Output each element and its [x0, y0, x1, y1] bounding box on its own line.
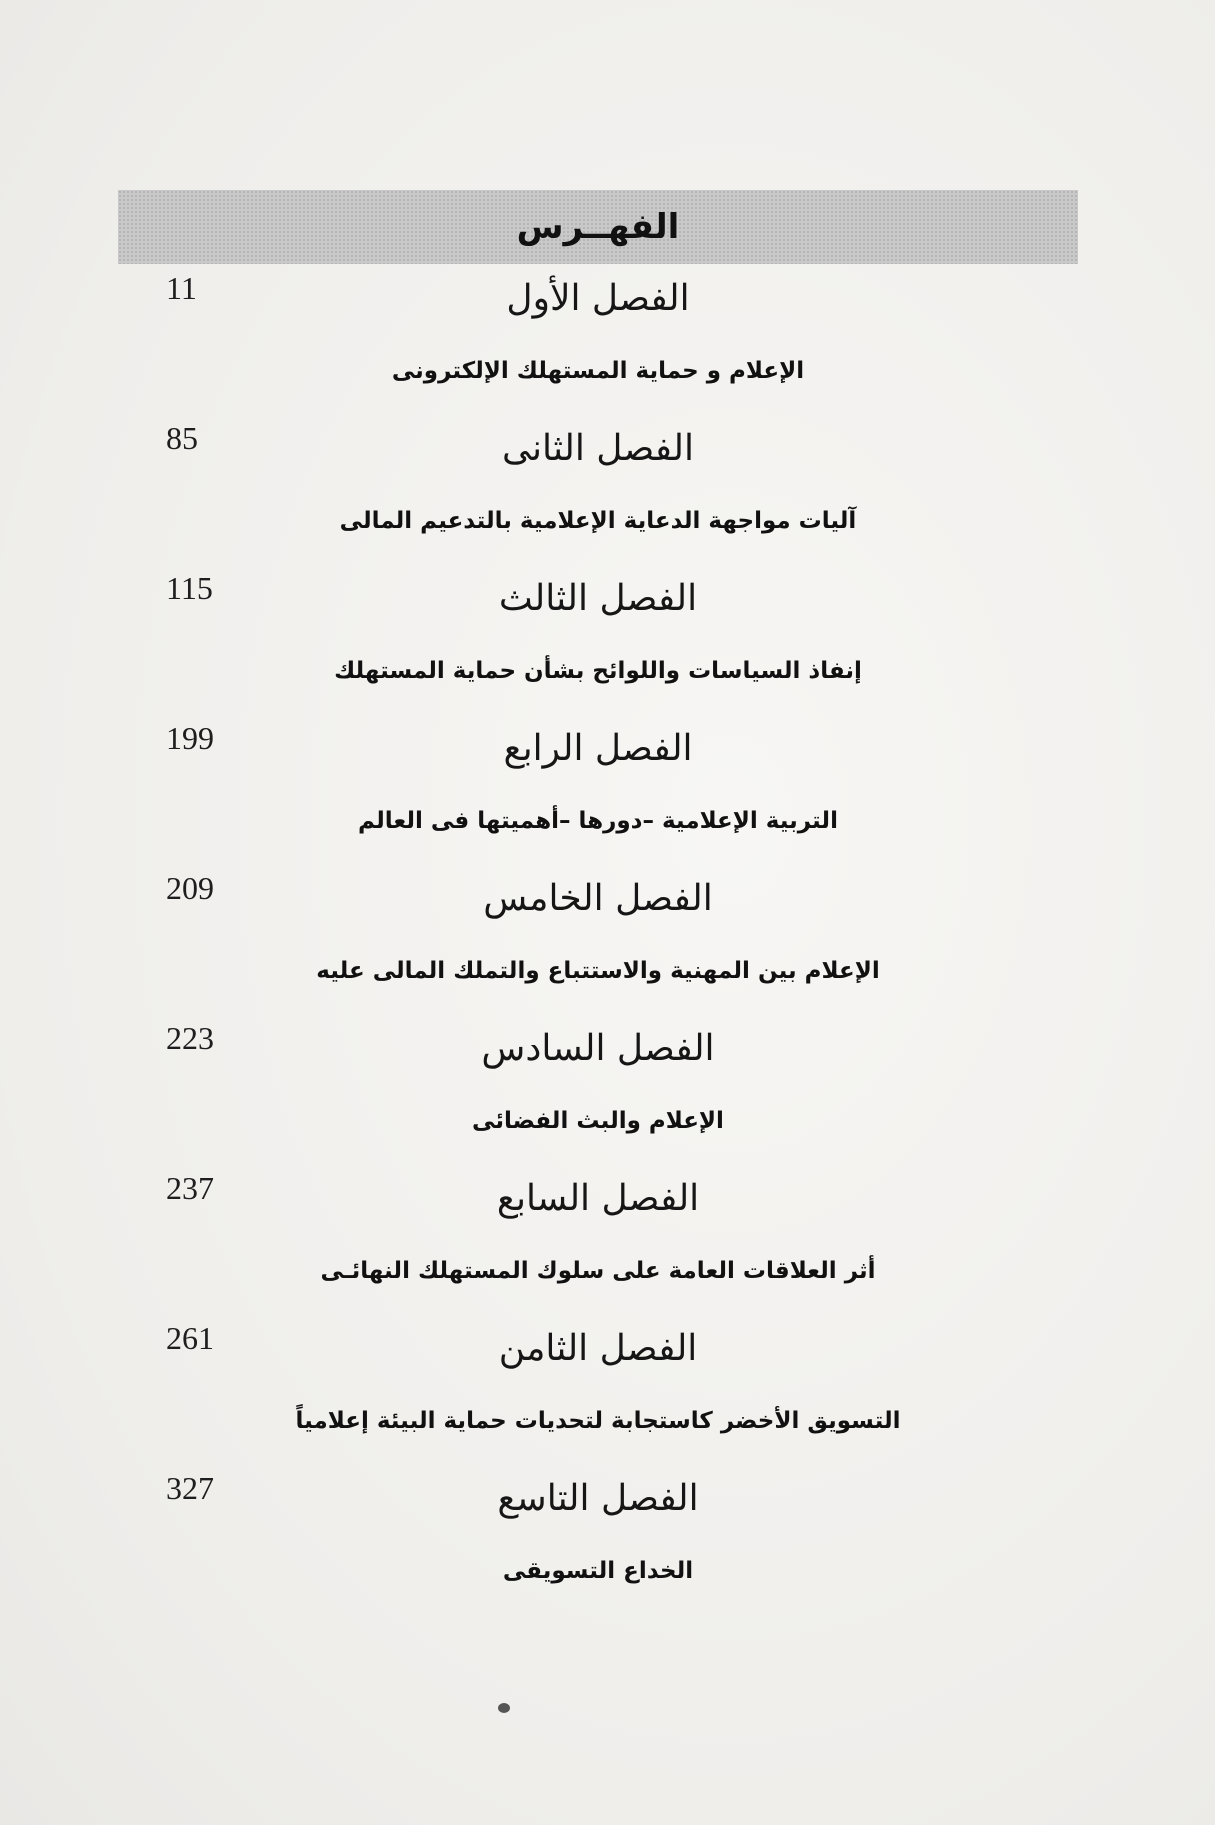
- toc-entry: [118, 714, 1078, 864]
- table-of-contents: [118, 264, 1078, 1614]
- toc-entry: [118, 1314, 1078, 1464]
- toc-entry: [118, 1164, 1078, 1314]
- toc-entry: [118, 864, 1078, 1014]
- chapter-subtitle: آليات مواجهة الدعاية الإعلامية بالتدعيم المالى: [339, 508, 857, 534]
- page-number: 209: [166, 870, 214, 906]
- chapter-heading: الفصل الثانى: [502, 428, 694, 469]
- toc-entry: [118, 1464, 1078, 1614]
- page-number: 115: [166, 570, 213, 606]
- chapter-heading: الفصل الثامن: [498, 1328, 698, 1369]
- chapter-subtitle: التربية الإعلامية –دورها –أهميتها فى العالم: [358, 808, 838, 834]
- toc-entry: [118, 264, 1078, 414]
- chapter-heading: الفصل السابع: [496, 1178, 700, 1219]
- page-ornament: [498, 1703, 510, 1713]
- chapter-subtitle: إنفاذ السياسات واللوائح بشأن حماية المستهلك: [334, 658, 862, 684]
- toc-entry: [118, 1014, 1078, 1164]
- chapter-subtitle: الإعلام و حماية المستهلك الإلكترونى: [391, 358, 805, 384]
- chapter-heading: الفصل الخامس: [483, 878, 713, 919]
- chapter-heading: الفصل الرابع: [503, 728, 693, 769]
- chapter-subtitle: التسويق الأخضر كاستجابة لتحديات حماية البيئة إعلامياً: [295, 1408, 901, 1434]
- chapter-subtitle: الإعلام والبث الفضائى: [472, 1108, 724, 1134]
- index-title: الفهــرس: [516, 207, 680, 247]
- page-number: 223: [166, 1020, 214, 1056]
- page-number: 199: [166, 720, 214, 756]
- chapter-heading: الفصل التاسع: [497, 1478, 699, 1519]
- chapter-heading: الفصل الأول: [506, 278, 690, 319]
- chapter-subtitle: الخداع التسويقى: [502, 1558, 694, 1584]
- page-number: 237: [166, 1170, 214, 1206]
- toc-entry: [118, 414, 1078, 564]
- index-header-bar: [118, 190, 1078, 264]
- page-number: 261: [166, 1320, 214, 1356]
- page-number: 11: [166, 270, 197, 306]
- page-number: 85: [166, 420, 198, 456]
- toc-entry: [118, 564, 1078, 714]
- chapter-subtitle: أثر العلاقات العامة على سلوك المستهلك النهائـى: [320, 1258, 876, 1284]
- chapter-heading: الفصل الثالث: [498, 578, 698, 619]
- page-number: 327: [166, 1470, 214, 1506]
- chapter-subtitle: الإعلام بين المهنية والاستتباع والتملك المالى عليه: [316, 958, 880, 984]
- chapter-heading: الفصل السادس: [481, 1028, 715, 1069]
